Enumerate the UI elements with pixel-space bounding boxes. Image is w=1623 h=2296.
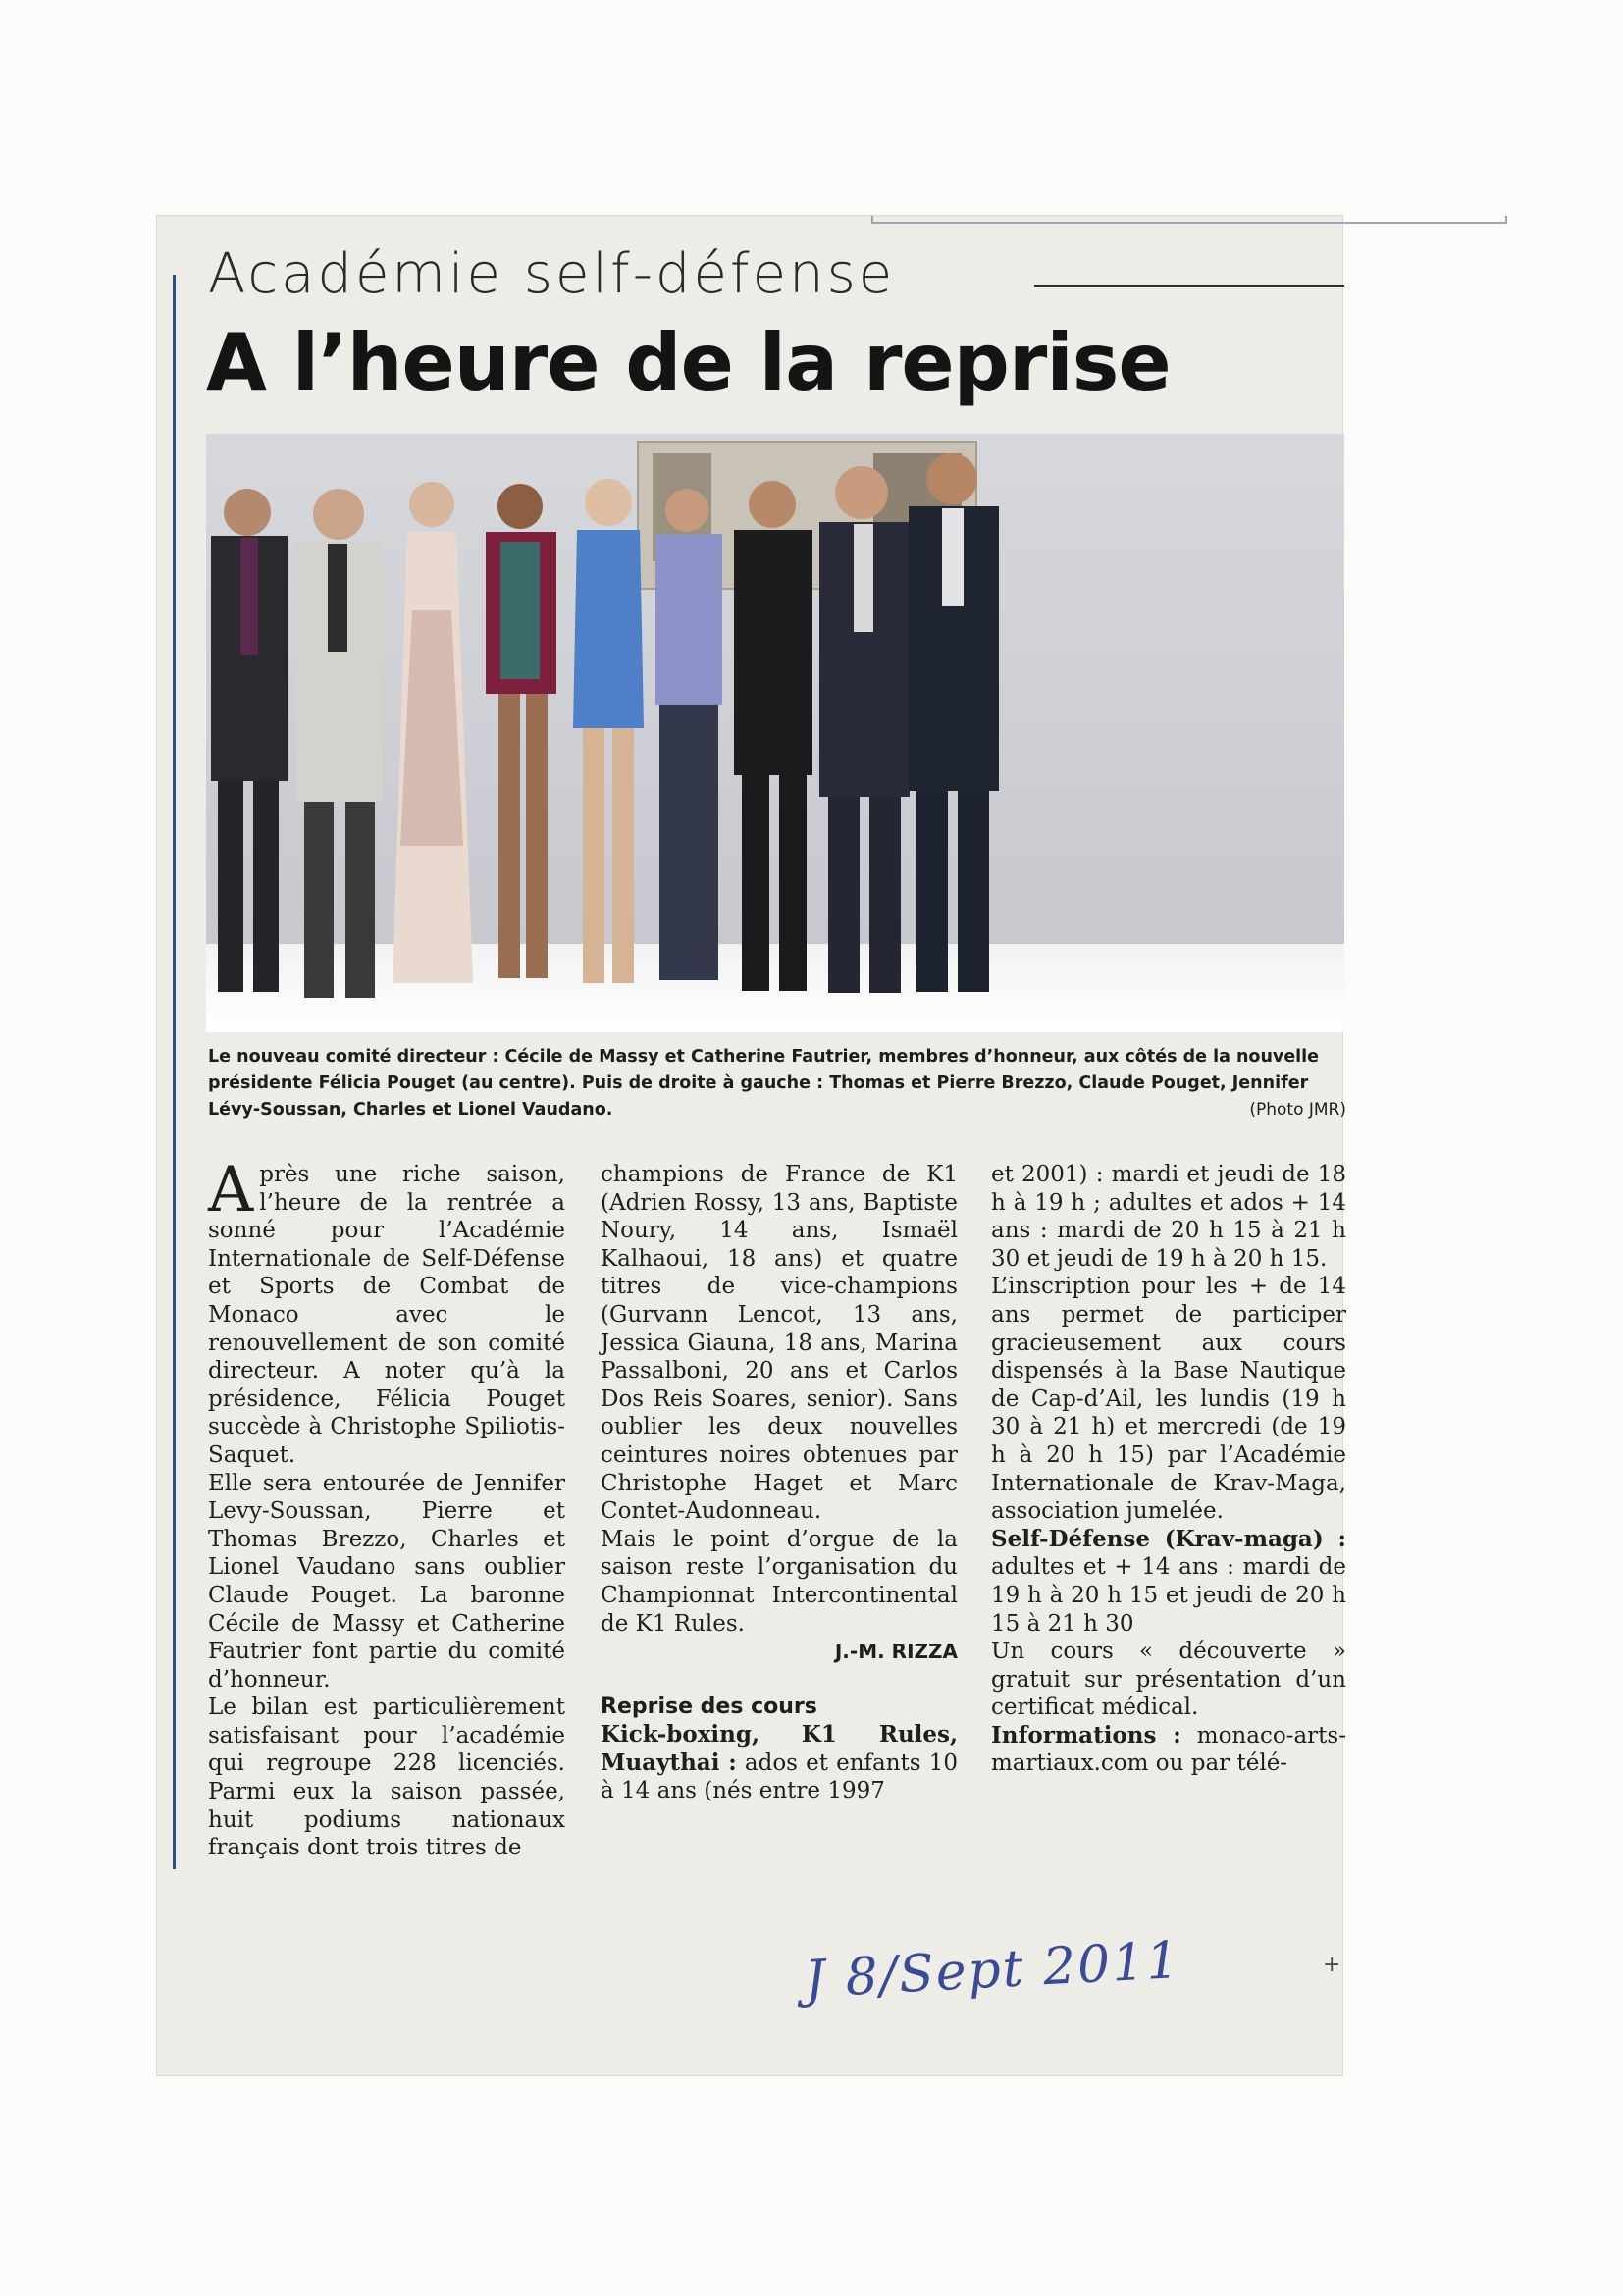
column-rule (173, 275, 176, 1869)
drop-cap: A (208, 1154, 254, 1226)
intro-paragraph (208, 1154, 565, 1470)
info-text: monaco-arts-martiaux.com ou par télé- (991, 1722, 1346, 1777)
caption-text: Le nouveau comité directeur : Cécile de Massy et Catherine Fautrier, membres d’honneur, aux côtés de la nouvelle présidente Félicia Pouget (au centre). Puis de droite à gauche : Thomas et Pierre Brezzo, Claude Pouget, Jennifer Lévy-Soussan, Charles et Lionel Vaudano. (208, 1047, 1320, 1120)
author-signature: J.-M. RIZZA (834, 1640, 958, 1664)
results-paragraph: Le bilan est particulièrement satisfaisant pour l’académie qui regroupe 228 licenciés. Parmi eux la saison passée, huit podiums nationaux français dont trois titres de (208, 1695, 565, 1861)
kickboxing-label: Kick-boxing, K1 Rules, Muaythai : (601, 1721, 958, 1776)
info-paragraph (991, 1722, 1346, 1778)
article-column-3 (991, 1161, 1346, 1778)
intro-text: près une riche saison, l’heure de la rentrée a sonné pour l’Académie Internationale de Self-Défense et Sports de Combat de Monaco avec le renouvellement de son comité directeur. A noter qu’à la présidence, Félicia Pouget succède à Christophe Spiliotis-Saquet. (208, 1162, 565, 1468)
handwritten-date: J 8/Sept 2011 (803, 1931, 1182, 2009)
article-kicker: Académie self-défense (208, 242, 896, 306)
registration-paragraph: L’inscription pour les + de 14 ans permet de participer gracieusement aux cours dispensés à la Base Nautique de Cap-d’Ail, les lundis (19 h 30 à 21 h) et mercredi (de 19 h à 20 h 15) par l’Académie Internationale de Krav-Maga, association jumelée. (991, 1274, 1346, 1525)
article-headline: A l’heure de la reprise (206, 317, 1171, 408)
championship-paragraph: Mais le point d’orgue de la saison reste l’organisation du Championnat Intercontinental de K1 Rules. (601, 1526, 958, 1637)
self-defense-label: Self-Défense (Krav-maga) : (991, 1525, 1346, 1552)
kickboxing-schedule (601, 1721, 958, 1805)
kickboxing-schedule-cont: et 2001) : mardi et jeudi de 18 h à 19 h ; adultes et ados + 14 ans : mardi de 20 h 15 à 21 h 30 et jeudi de 19 h à 20 h 15. (991, 1162, 1346, 1272)
corner-mark: + (1323, 1953, 1341, 1977)
photo-credit: (Photo JMR) (1249, 1100, 1346, 1120)
info-label: Informations : (991, 1721, 1181, 1748)
photo-caption (208, 1044, 1346, 1123)
champions-paragraph: champions de France de K1 (Adrien Rossy, 13 ans, Baptiste Noury, 14 ans, Ismaël Kalhaoui, 18 ans) et quatre titres de vice-champions (Gurvann Lencot, 13 ans, Jessica Giauna, 18 ans, Marina Passalboni, 20 ans et Carlos Dos Reis Soares, senior). Sans oublier les deux nouvelles ceintures noires obtenues par Christophe Haget et Marc Contet-Audonneau. (601, 1162, 958, 1525)
person-6 (655, 489, 722, 980)
self-defense-schedule (991, 1526, 1346, 1638)
article-column-1 (208, 1154, 565, 1862)
committee-paragraph: Elle sera entourée de Jennifer Levy-Soussan, Pierre et Thomas Brezzo, Charles et Lionel Vaudano sans oublier Claude Pouget. La baronne Cécile de Massy et Catherine Fautrier font partie du comité d’honneur. (208, 1470, 565, 1693)
article-column-2 (601, 1161, 958, 1805)
discovery-paragraph: Un cours « découverte » gratuit sur présentation d’un certificat médical. (991, 1639, 1346, 1721)
adjacent-article-border (871, 216, 1507, 224)
kicker-rule (1034, 285, 1344, 287)
group-photo (206, 434, 1344, 1032)
self-defense-text: adultes et + 14 ans : mardi de 19 h à 20 h 15 et jeudi de 20 h 15 à 21 h 30 (991, 1554, 1346, 1637)
kickboxing-text: ados et enfants 10 à 14 ans (nés entre 1997 (601, 1749, 958, 1804)
schedule-subhead: Reprise des cours (601, 1694, 817, 1719)
